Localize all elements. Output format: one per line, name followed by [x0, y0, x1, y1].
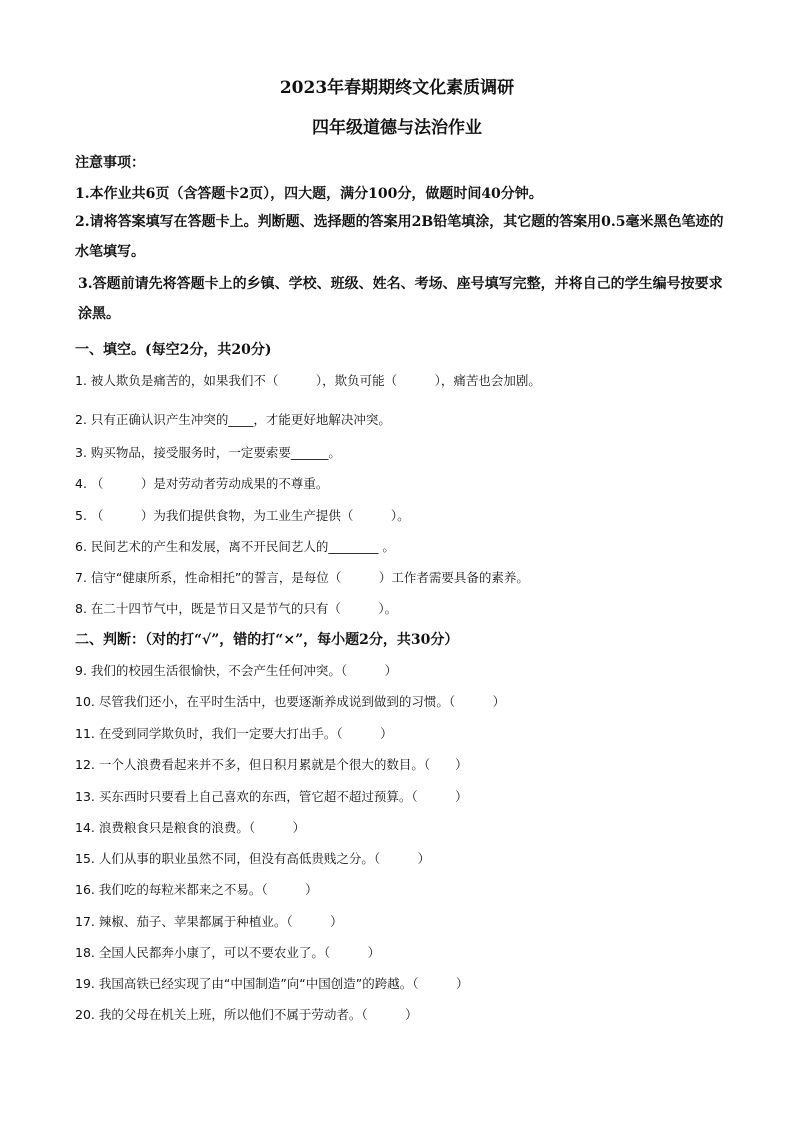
section-2-heading: 二、判断：（对的打“√”，错的打“×”，每小题2分，共30分） — [75, 632, 459, 648]
question-6: 6. 民间艺术的产生和发展，离不开民间艺人的________ 。 — [75, 539, 395, 554]
question-2: 2. 只有正确认识产生冲突的____，才能更好地解决冲突。 — [75, 412, 391, 427]
question-1: 1. 被人欺负是痛苦的，如果我们不（ ），欺负可能（ ），痛苦也会加剧。 — [75, 373, 541, 388]
question-7: 7. 信守“健康所系，性命相托”的誓言，是每位（ ）工作者需要具备的素养。 — [75, 570, 529, 585]
question-18: 18. 全国人民都奔小康了，可以不要农业了。（ ） — [75, 945, 381, 960]
question-8: 8. 在二十四节气中，既是节日又是节气的只有（ ）。 — [75, 601, 398, 616]
notice-item-1: 1.本作业共6页（含答题卡2页），四大题，满分100分，做题时间40分钟。 — [75, 186, 543, 202]
question-9: 9. 我们的校园生活很愉快，不会产生任何冲突。（ ） — [75, 663, 398, 678]
question-4: 4. （ ）是对劳动者劳动成果的不尊重。 — [75, 476, 329, 491]
notice-heading: 注意事项： — [75, 155, 145, 171]
question-13: 13. 买东西时只要看上自己喜欢的东西，管它超不超过预算。（ ） — [75, 789, 468, 804]
question-11: 11. 在受到同学欺负时，我们一定要大打出手。（ ） — [75, 726, 393, 741]
question-3: 3. 购买物品，接受服务时，一定要索要______。 — [75, 445, 341, 460]
question-16: 16. 我们吃的每粒米都来之不易。（ ） — [75, 882, 318, 897]
question-10: 10. 尽管我们还小，在平时生活中，也要逐渐养成说到做到的习惯。（ ） — [75, 694, 506, 709]
exam-subtitle: 四年级道德与法治作业 — [312, 118, 482, 138]
notice-item-2: 2.请将答案填写在答题卡上。判断题、选择题的答案用2B铅笔填涂，其它题的答案用0.5毫米黑色笔迹的水笔填写。 — [75, 214, 724, 260]
question-14: 14. 浪费粮食只是粮食的浪费。（ ） — [75, 820, 306, 835]
section-1-heading: 一、填空。(每空2分，共20分) — [75, 342, 272, 358]
question-15: 15. 人们从事的职业虽然不同，但没有高低贵贱之分。（ ） — [75, 851, 431, 866]
question-17: 17. 辣椒、茄子、苹果都属于种植业。（ ） — [75, 914, 343, 929]
question-5: 5. （ ）为我们提供食物，为工业生产提供（ ）。 — [75, 508, 410, 523]
notice-item-3: 3.答题前请先将答题卡上的乡镇、学校、班级、姓名、考场、座号填写完整，并将自己的学生编号按要求涂黑。 — [78, 276, 723, 322]
exam-title: 2023年春期期终文化素质调研 — [279, 78, 515, 98]
question-12: 12. 一个人浪费看起来并不多，但日积月累就是个很大的数目。（ ） — [75, 757, 468, 772]
question-20: 20. 我的父母在机关上班，所以他们不属于劳动者。（ ） — [75, 1007, 418, 1022]
question-19: 19. 我国高铁已经实现了由“中国制造”向“中国创造”的跨越。（ ） — [75, 976, 469, 991]
